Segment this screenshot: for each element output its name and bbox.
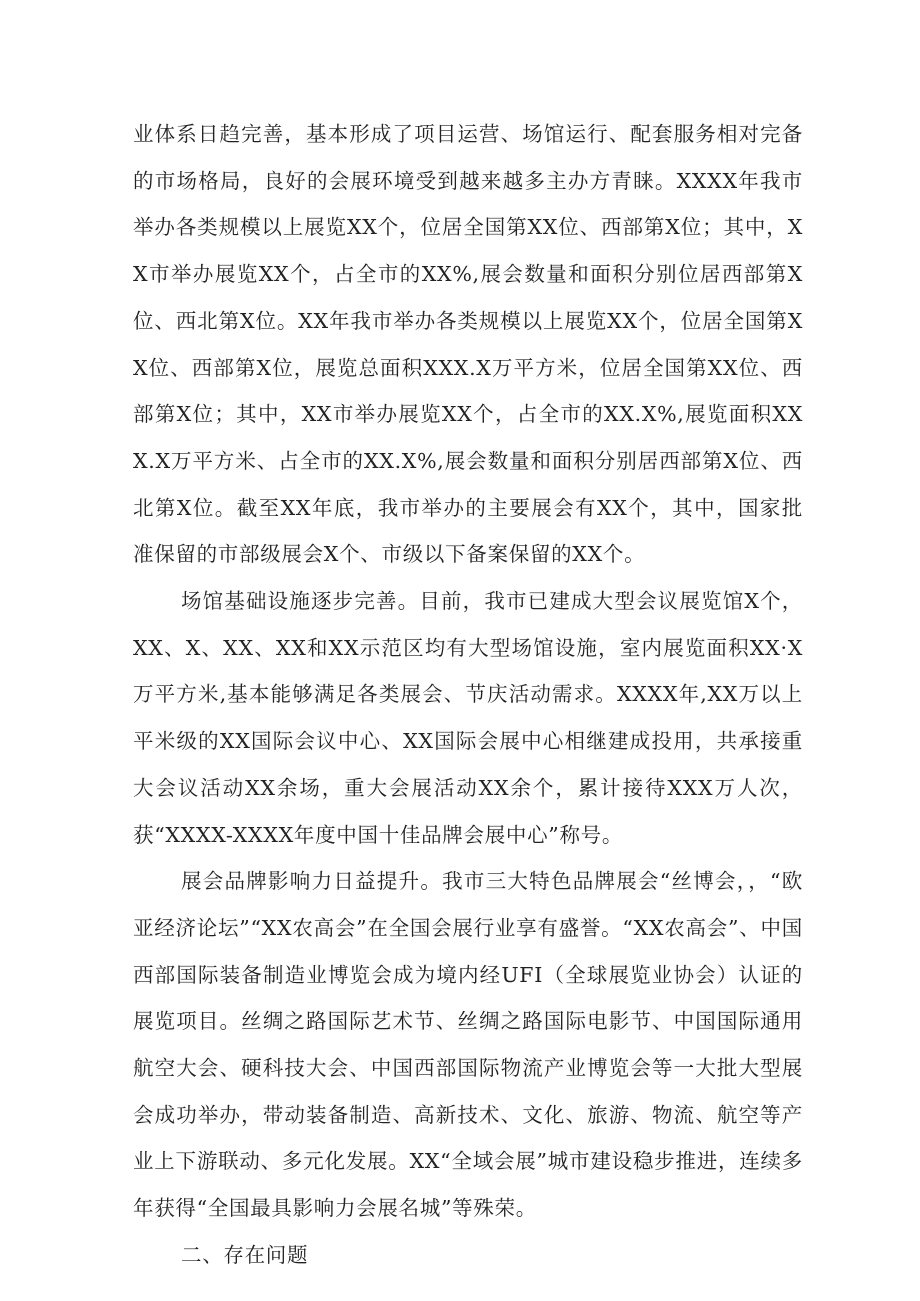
- paragraph-brand-influence: 展会品牌影响力日益提升。我市三大特色品牌展会“丝博会，，“欧亚经济论坛”“XX农高会”在全国会展行业享有盛誉。“XX农高会”、中国西部国际装备制造业博览会成为境内经UFI（全球展览业协会）认证的展览项目。丝绸之路国际艺术节、丝绸之路国际电影节、中国国际通用航空大会、硬科技大会、中国西部国际物流产业博览会等一大批大型展会成功举办，带动装备制造、高新技术、文化、旅游、物流、航空等产业上下游联动、多元化发展。XX“全域会展”城市建设稳步推进，连续多年获得“全国最具影响力会展名城”等殊荣。: [133, 869, 803, 1221]
- document-body: [133, 111, 803, 1279]
- section-heading-existing-problems: 二、存在问题: [181, 1242, 309, 1267]
- paragraph-industry-overview: 业体系日趋完善，基本形成了项目运营、场馆运行、配套服务相对完备的市场格局，良好的会展环境受到越来越多主办方青睐。XXXX年我市举办各类规模以上展览XX个，位居全国第XX位、西部第X位；其中，XX市举办展览XX个，占全市的XX%,展会数量和面积分别位居西部第X位、西北第X位。XX年我市举办各类规模以上展览XX个，位居全国第XX位、西部第X位，展览总面积XXX.X万平方米，位居全国第XX位、西部第X位；其中，XX市举办展览XX个，占全市的XX.X%,展览面积XXX.X万平方米、占全市的XX.X%,展会数量和面积分别居西部第X位、西北第X位。截至XX年底，我市举办的主要展会有XX个，其中，国家批准保留的市部级展会X个、市级以下备案保留的XX个。: [133, 122, 803, 567]
- paragraph-venue-facilities: 场馆基础设施逐步完善。目前，我市已建成大型会议展览馆X个，XX、X、XX、XX和XX示范区均有大型场馆设施，室内展览面积XX·X万平方米,基本能够满足各类展会、节庆活动需求。XXXX年,XX万以上平米级的XX国际会议中心、XX国际会展中心相继建成投用，共承接重大会议活动XX余场，重大会展活动XX余个，累计接待XXX万人次，获“XXXX-XXXX年度中国十佳品牌会展中心”称号。: [133, 589, 803, 847]
